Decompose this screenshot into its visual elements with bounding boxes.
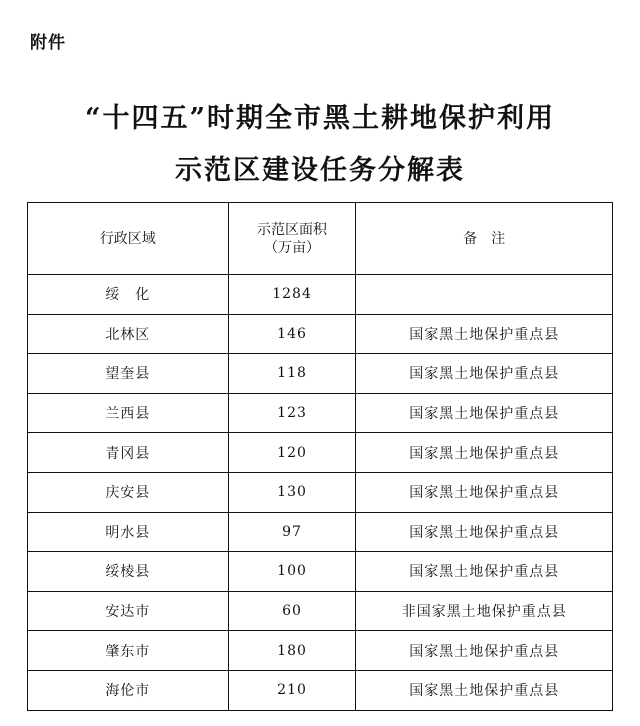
cell-region: 海伦市 xyxy=(28,670,229,710)
cell-area: 146 xyxy=(228,314,356,354)
cell-area: 97 xyxy=(228,512,356,552)
cell-area: 210 xyxy=(228,670,356,710)
cell-area: 130 xyxy=(228,472,356,512)
table-row xyxy=(28,670,613,710)
cell-region: 绥棱县 xyxy=(28,552,229,592)
cell-area: 60 xyxy=(228,591,356,631)
table-row xyxy=(28,393,613,433)
header-note: 备 注 xyxy=(356,203,613,275)
cell-area: 118 xyxy=(228,354,356,394)
cell-region: 北林区 xyxy=(28,314,229,354)
table-row xyxy=(28,512,613,552)
cell-note: 国家黑土地保护重点县 xyxy=(356,393,613,433)
cell-region: 兰西县 xyxy=(28,393,229,433)
cell-area: 100 xyxy=(228,552,356,592)
cell-note: 国家黑土地保护重点县 xyxy=(356,354,613,394)
cell-note: 国家黑土地保护重点县 xyxy=(356,552,613,592)
cell-region: 安达市 xyxy=(28,591,229,631)
cell-area: 180 xyxy=(228,631,356,671)
table-row xyxy=(28,591,613,631)
cell-region: 青冈县 xyxy=(28,433,229,473)
cell-region: 明水县 xyxy=(28,512,229,552)
cell-note: 国家黑土地保护重点县 xyxy=(356,314,613,354)
table-row xyxy=(28,631,613,671)
header-area-line-1: 示范区面积 xyxy=(257,221,328,238)
cell-region: 庆安县 xyxy=(28,472,229,512)
cell-note: 国家黑土地保护重点县 xyxy=(356,433,613,473)
cell-note: 国家黑土地保护重点县 xyxy=(356,670,613,710)
cell-area: 123 xyxy=(228,393,356,433)
cell-note: 国家黑土地保护重点县 xyxy=(356,631,613,671)
table-row xyxy=(28,433,613,473)
table-row xyxy=(28,552,613,592)
cell-area: 120 xyxy=(228,433,356,473)
cell-note: 国家黑土地保护重点县 xyxy=(356,512,613,552)
cell-note: 非国家黑土地保护重点县 xyxy=(356,591,613,631)
cell-region: 望奎县 xyxy=(28,354,229,394)
cell-note xyxy=(356,275,613,315)
table-header-row xyxy=(28,203,613,275)
table-row xyxy=(28,472,613,512)
document-title-line-2: 示范区建设任务分解表 xyxy=(175,155,465,186)
cell-area: 1284 xyxy=(228,275,356,315)
cell-region: 绥 化 xyxy=(28,275,229,315)
document-title-line-1: “十四五”时期全市黑土耕地保护利用 xyxy=(84,103,556,134)
header-area xyxy=(228,203,356,275)
table-row xyxy=(28,275,613,315)
table-row xyxy=(28,354,613,394)
cell-note: 国家黑土地保护重点县 xyxy=(356,472,613,512)
table-row xyxy=(28,314,613,354)
header-region: 行政区域 xyxy=(28,203,229,275)
cell-region: 肇东市 xyxy=(28,631,229,671)
task-breakdown-table xyxy=(27,202,613,711)
attachment-label: 附件 xyxy=(30,33,66,53)
header-area-line-2: （万亩） xyxy=(264,239,321,256)
